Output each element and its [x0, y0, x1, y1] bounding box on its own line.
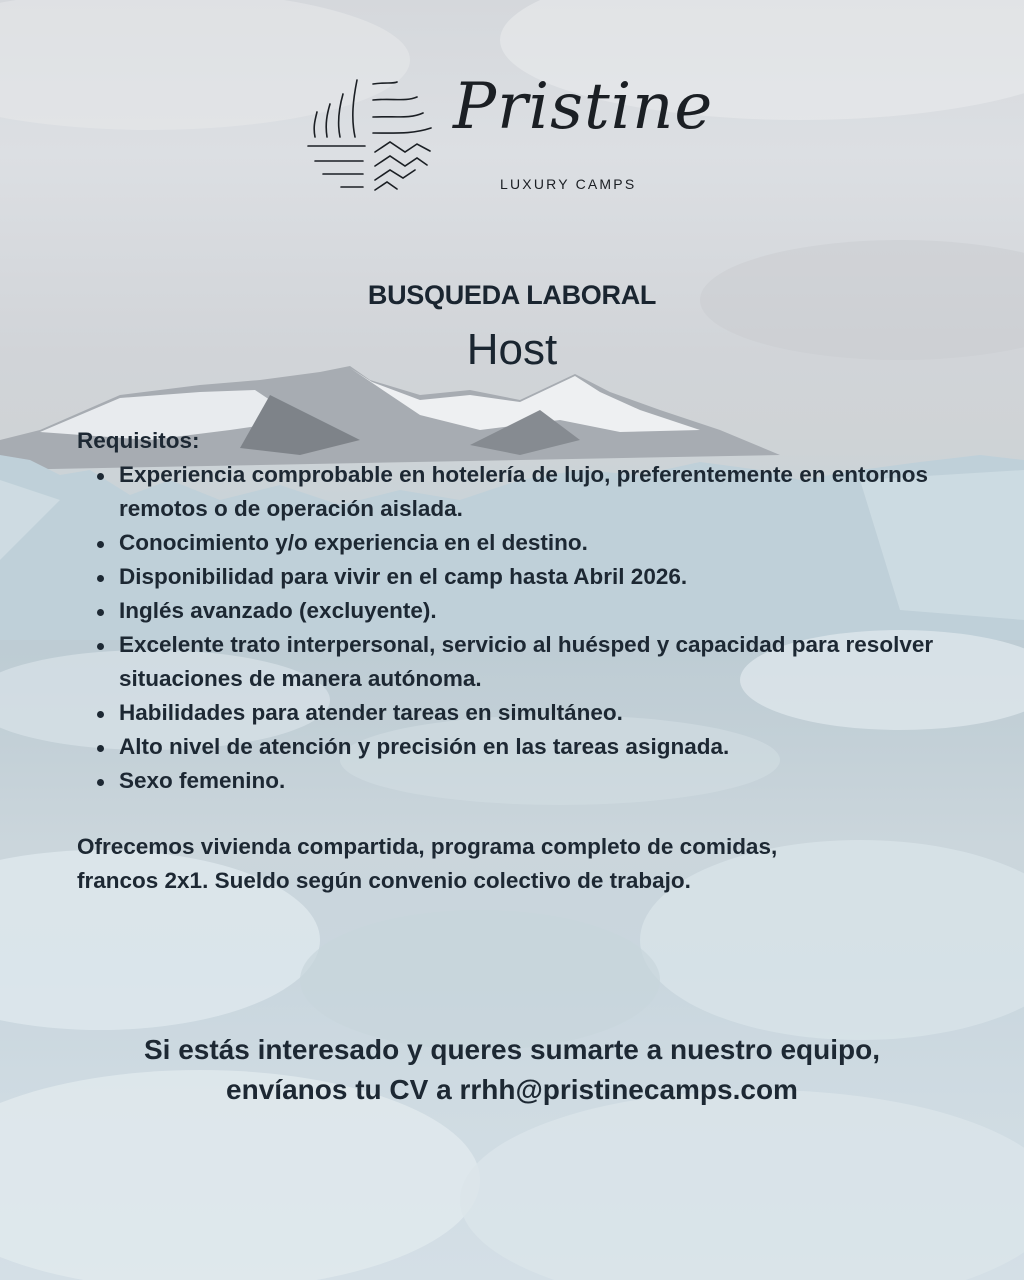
list-item: Alto nivel de atención y precisión en las tareas asignada.: [119, 730, 977, 764]
list-item: Habilidades para atender tareas en simultáneo.: [119, 696, 977, 730]
cta-line-1: Si estás interesado y queres sumarte a nuestro equipo,: [143, 1034, 881, 1065]
list-item: Experiencia comprobable en hotelería de lujo, preferentemente en entornos remotos o de operación aislada.: [119, 458, 977, 526]
requirements-list: [77, 458, 977, 798]
list-item: Inglés avanzado (excluyente).: [119, 594, 977, 628]
list-item: Conocimiento y/o experiencia en el destino.: [119, 526, 977, 560]
brand-name: Pristine: [453, 70, 714, 144]
list-item: Excelente trato interpersonal, servicio al huésped y capacidad para resolver situaciones de manera autónoma.: [119, 628, 977, 696]
offer-paragraph: [77, 830, 957, 898]
waves-mountains-logo-icon: [305, 72, 435, 197]
page-title: BUSQUEDA LABORAL: [367, 280, 657, 310]
requirements-section: [77, 424, 977, 798]
brand-tagline: LUXURY CAMPS: [500, 176, 637, 192]
position-title: Host: [466, 325, 558, 374]
brand-logo: [305, 70, 714, 197]
call-to-action: [0, 1030, 1024, 1110]
cta-line-2-email[interactable]: envíanos tu CV a rrhh@pristinecamps.com: [226, 1074, 798, 1105]
list-item: Sexo femenino.: [119, 764, 977, 798]
list-item: Disponibilidad para vivir en el camp hasta Abril 2026.: [119, 560, 977, 594]
requirements-label: Requisitos:: [77, 428, 200, 453]
offer-line-1: Ofrecemos vivienda compartida, programa completo de comidas,: [77, 834, 778, 859]
offer-line-2: francos 2x1. Sueldo según convenio colectivo de trabajo.: [77, 868, 691, 893]
